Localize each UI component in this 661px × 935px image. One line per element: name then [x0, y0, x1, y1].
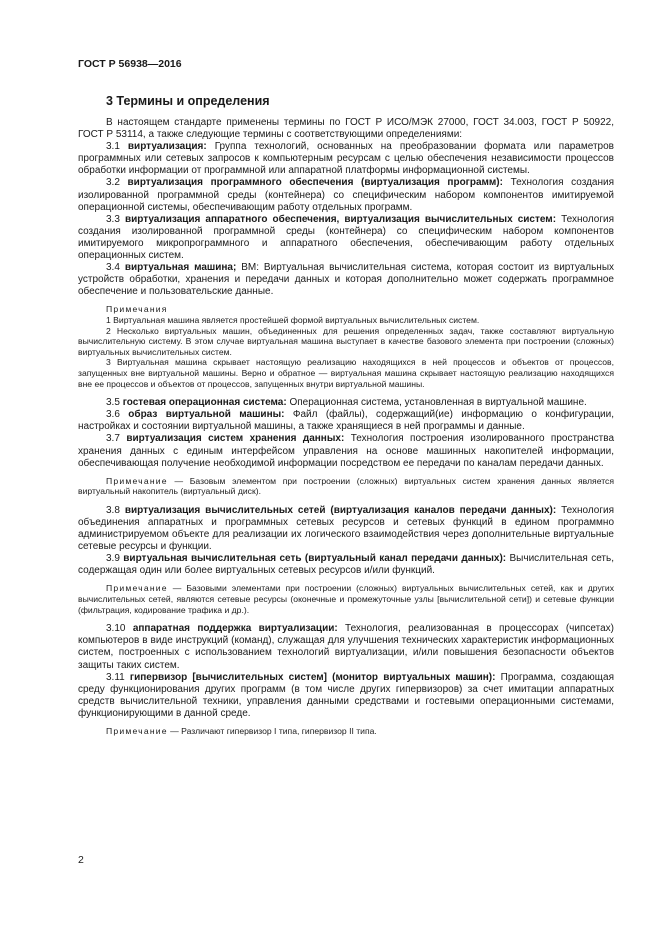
- term-number: 3.3: [106, 213, 120, 225]
- term-number: 3.6: [106, 409, 120, 421]
- note-3-7: [78, 476, 614, 497]
- term-number: 3.2: [106, 177, 120, 189]
- term-title: виртуальная машина;: [124, 262, 237, 274]
- term-3-5: [78, 397, 614, 409]
- term-3-9: [78, 553, 614, 577]
- term-title: виртуализация:: [127, 141, 207, 153]
- term-definition: Группа технологий, основанных на преобразовании формата или параметров программных или сетевых запросов к компьютерным ресурсам с целью обеспечения независимости процессов обработки информации от программной или аппаратной платформы информационной системы.: [78, 141, 614, 177]
- section-title: 3 Термины и определения: [106, 94, 270, 108]
- term-3-11: [78, 672, 614, 720]
- term-number: 3.10: [106, 623, 126, 635]
- note-label: Примечание: [106, 726, 168, 736]
- term-3-7: [78, 433, 614, 469]
- term-definition: ВМ: Виртуальная вычислительная система, которая состоит из виртуальных устройств обработки, хранения и передачи данных и которая дополнительно может содержать программное обеспечение и пользовательские данные.: [78, 262, 615, 298]
- term-definition: Технология построения изолированного пространства хранения данных с единым интерфейсом управления на основе машинных накопителей информации, обеспечивающая получение необходимой информации посредством ее передачи по каналам передачи данных.: [78, 433, 615, 469]
- term-definition: Программа, создающая среду функционирования других программ (в том числе других гипервизоров) за счет имитации аппаратных средств вычислительной техники, управления данными средствами и гостевыми операционными системами, функционирующими в данной среде.: [78, 671, 615, 719]
- term-3-8: [78, 505, 614, 553]
- note-text: — Базовыми элементами при построении (сложных) виртуальных вычислительных сетей, как и других вычислительных сетей, являются сетевые ресурсы (оконечные и промежуточные узлы [вычислительной сети]) и сетевые функции (фильтрация, кодирование трафика и др.).: [78, 583, 614, 615]
- term-definition: Технология создания изолированной программной среды (контейнера) со специфическим набором компонентов имитируемого микропрограммного и аппаратного обеспечения, обеспечивающим работу отдельных операционных систем.: [78, 213, 614, 262]
- term-title: гипервизор [вычислительных систем] (монитор виртуальных машин):: [129, 671, 496, 683]
- term-number: 3.1: [106, 141, 120, 153]
- term-3-6: [78, 409, 614, 433]
- term-number: 3.7: [106, 433, 120, 445]
- term-number: 3.5: [106, 397, 120, 409]
- term-definition: Технология создания изолированной программной среды (контейнера) со специфическим набором компонентов имитируемой операционной системы, обеспечивающим работу отдельных программ.: [78, 177, 614, 213]
- term-number: 3.9: [106, 553, 120, 565]
- page-number: 2: [78, 854, 84, 866]
- term-3-3: [78, 214, 614, 262]
- note-item: 3 Виртуальная машина скрывает настоящую реализацию находящихся в ней процессов и объектов от процессов, запущенных вне виртуальной машины. Верно и обратное — виртуальная машина скрывает настоящую реализацию находящихся вне ее процессов и объектов от процессов, запущенных внутри виртуальной машины.: [78, 357, 614, 389]
- term-title: виртуализация вычислительных сетей (виртуализация каналов передачи данных):: [124, 504, 557, 516]
- note-item: 2 Несколько виртуальных машин, объединенных для решения определенных задач, также составляют виртуальную вычислительную систему. В этом случае виртуальная машина выступает в качестве базового элемента при построении (сложных) виртуальных вычислительных систем.: [78, 325, 614, 357]
- term-number: 3.8: [106, 504, 120, 516]
- term-definition: Файл (файлы), содержащий(ие) информацию о конфигурации, настройках и состоянии виртуальной машины, а также хранящиеся в ней программы и данные.: [78, 409, 615, 433]
- note-3-9: [78, 583, 614, 615]
- note-text: — Различают гипервизор I типа, гипервизор II типа.: [170, 726, 377, 736]
- term-definition: Операционная система, установленная в виртуальной машине.: [289, 397, 587, 409]
- term-3-4: [78, 262, 614, 298]
- term-3-1: [78, 141, 614, 177]
- term-title: виртуализация программного обеспечения (виртуализация программ):: [127, 177, 503, 189]
- term-title: виртуализация аппаратного обеспечения, виртуализация вычислительных систем:: [124, 213, 557, 225]
- note-label: Примечание: [106, 583, 168, 594]
- note-item: 1 Виртуальная машина является простейшей формой виртуальных вычислительных систем.: [106, 315, 480, 325]
- term-definition: Вычислительная сеть, содержащая один или более виртуальных сетевых ресурсов и/или функций.: [78, 553, 614, 577]
- term-title: виртуализация систем хранения данных:: [126, 433, 345, 445]
- document-header: ГОСТ Р 56938—2016: [78, 58, 182, 70]
- note-text: — Базовым элементом при построении (сложных) виртуальных систем хранения данных является виртуальный накопитель (виртуальный диск).: [78, 475, 614, 497]
- term-number: 3.4: [106, 262, 120, 274]
- notes-heading: Примечания: [106, 304, 168, 315]
- term-definition: Технология объединения аппаратных и программных сетевых ресурсов и сетевых функций в едином программно администрируемом объекте для реализации их логического взаимодействия через дополнительные виртуальные сетевые ресурсы и функции.: [78, 504, 615, 553]
- note-3-11: [78, 726, 614, 737]
- term-title: виртуальная вычислительная сеть (виртуальный канал передачи данных):: [123, 553, 507, 565]
- document-body: [78, 117, 614, 737]
- term-title: аппаратная поддержка виртуализации:: [132, 623, 338, 635]
- term-definition: Технология, реализованная в процессорах (чипсетах) компьютеров в виде инструкций (команд), служащая для улучшения технических характеристик информационных систем, построенных с использованием технологий виртуализации, и/или повышения безопасности объектов защиты таких систем.: [78, 623, 614, 671]
- term-title: гостевая операционная система:: [122, 397, 287, 409]
- term-3-2: [78, 177, 614, 213]
- term-3-10: [78, 623, 614, 671]
- note-label: Примечание: [106, 475, 168, 486]
- term-number: 3.11: [106, 671, 125, 683]
- term-title: образ виртуальной машины:: [128, 409, 285, 421]
- intro-paragraph: В настоящем стандарте применены термины по ГОСТ Р ИСО/МЭК 27000, ГОСТ 34.003, ГОСТ Р 50922, ГОСТ Р 53114, а также следующие термины с соответствующими определениями:: [78, 117, 614, 141]
